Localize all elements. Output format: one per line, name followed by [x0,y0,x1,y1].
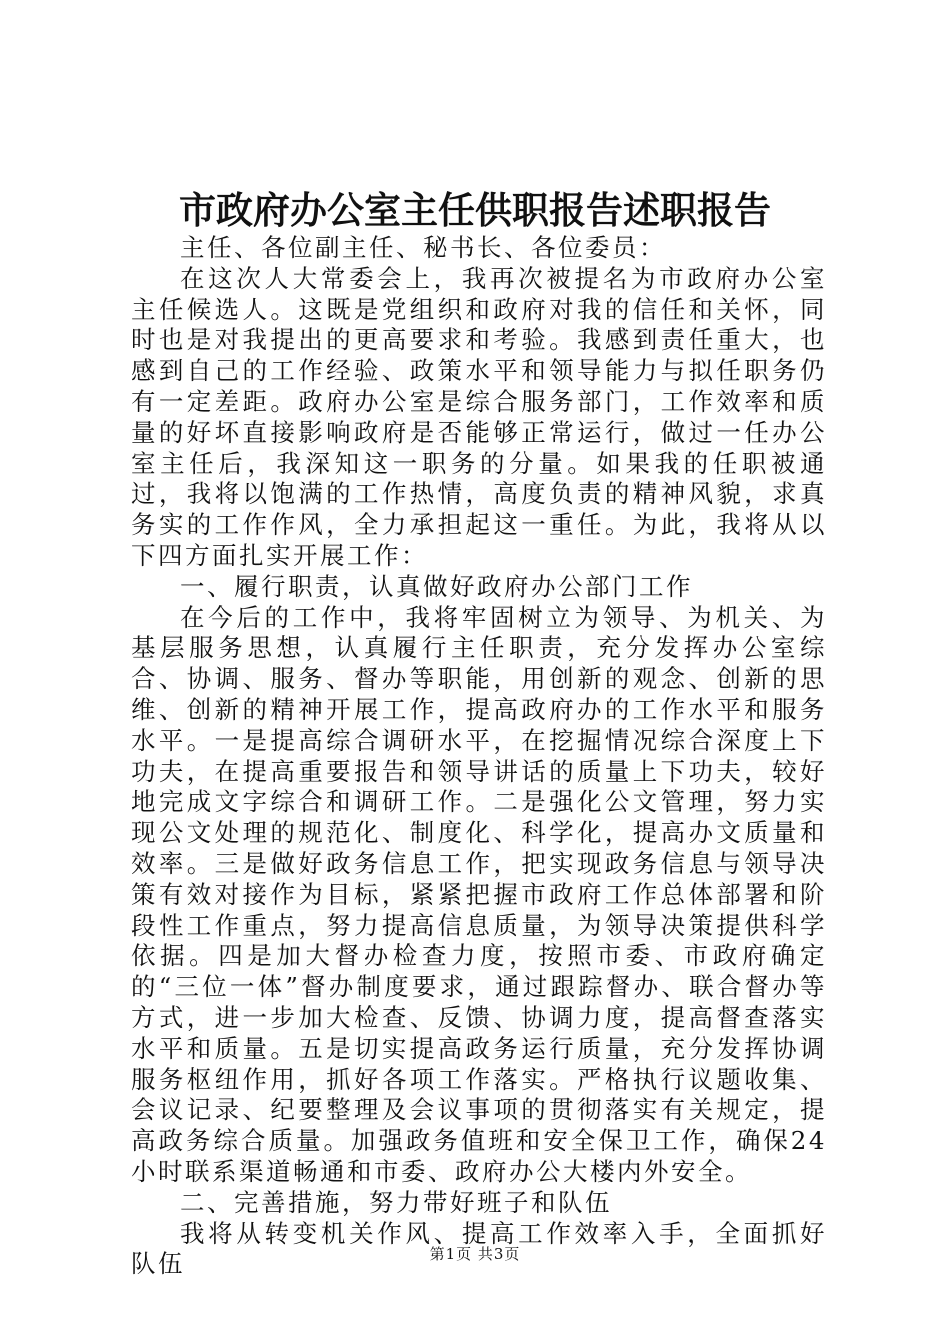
document-title: 市政府办公室主任供职报告述职报告 [179,188,771,232]
section-heading-2: 二、完善措施，努力带好班子和队伍 [180,1187,612,1217]
section-1-paragraph: 在今后的工作中，我将牢固树立为领导、为机关、为基层服务思想，认真履行主任职责，充分发挥办公室综合、协调、服务、督办等职能，用创新的观念、创新的思维、创新的精神开展工作，提高政府办的工作水平和服务水平。一是提高综合调研水平，在挖掘情况综合深度上下功夫，在提高重要报告和领导讲话的质量上下功夫，较好地完成文字综合和调研工作。二是强化公文管理，努力实现公文处理的规范化、制度化、科学化，提高办文质量和效率。三是做好政务信息工作，把实现政务信息与领导决策有效对接作为目标，紧紧把握市政府工作总体部署和阶段性工作重点，努力提高信息质量，为领导决策提供科学依据。四是加大督办检查力度，按照市委、市政府确定的“三位一体”督办制度要求，通过跟踪督办、联合督办等方式，进一步加大检查、反馈、协调力度，提高督查落实水平和质量。五是切实提高政务运行质量，充分发挥协调服务枢纽作用，抓好各项工作落实。严格执行议题收集、会议记录、纪要整理及会议事项的贯彻落实有关规定，提高政务综合质量。加强政务值班和安全保卫工作，确保24小时联系渠道畅通和市委、政府办公大楼内外安全。 [131,602,827,1186]
page-footer: 第1页 共3页 [429,1245,521,1263]
document-body [131,233,827,1280]
section-2-paragraph: 我将从转变机关作风、提高工作效率入手，全面抓好队伍 [131,1218,827,1279]
intro-paragraph: 在这次人大常委会上，我再次被提名为市政府办公室主任候选人。这既是党组织和政府对我的信任和关怀，同时也是对我提出的更高要求和考验。我感到责任重大，也感到自己的工作经验、政策水平和领导能力与拟任职务仍有一定差距。政府办公室是综合服务部门，工作效率和质量的好坏直接影响政府是否能够正常运行，做过一任办公室主任后，我深知这一职务的分量。如果我的任职被通过，我将以饱满的工作热情，高度负责的精神风貌，求真务实的工作作风，全力承担起这一重任。为此，我将从以下四方面扎实开展工作： [131,263,827,570]
section-heading-1: 一、履行职责，认真做好政府办公部门工作 [180,571,693,601]
salutation-paragraph: 主任、各位副主任、秘书长、各位委员： [180,233,666,262]
